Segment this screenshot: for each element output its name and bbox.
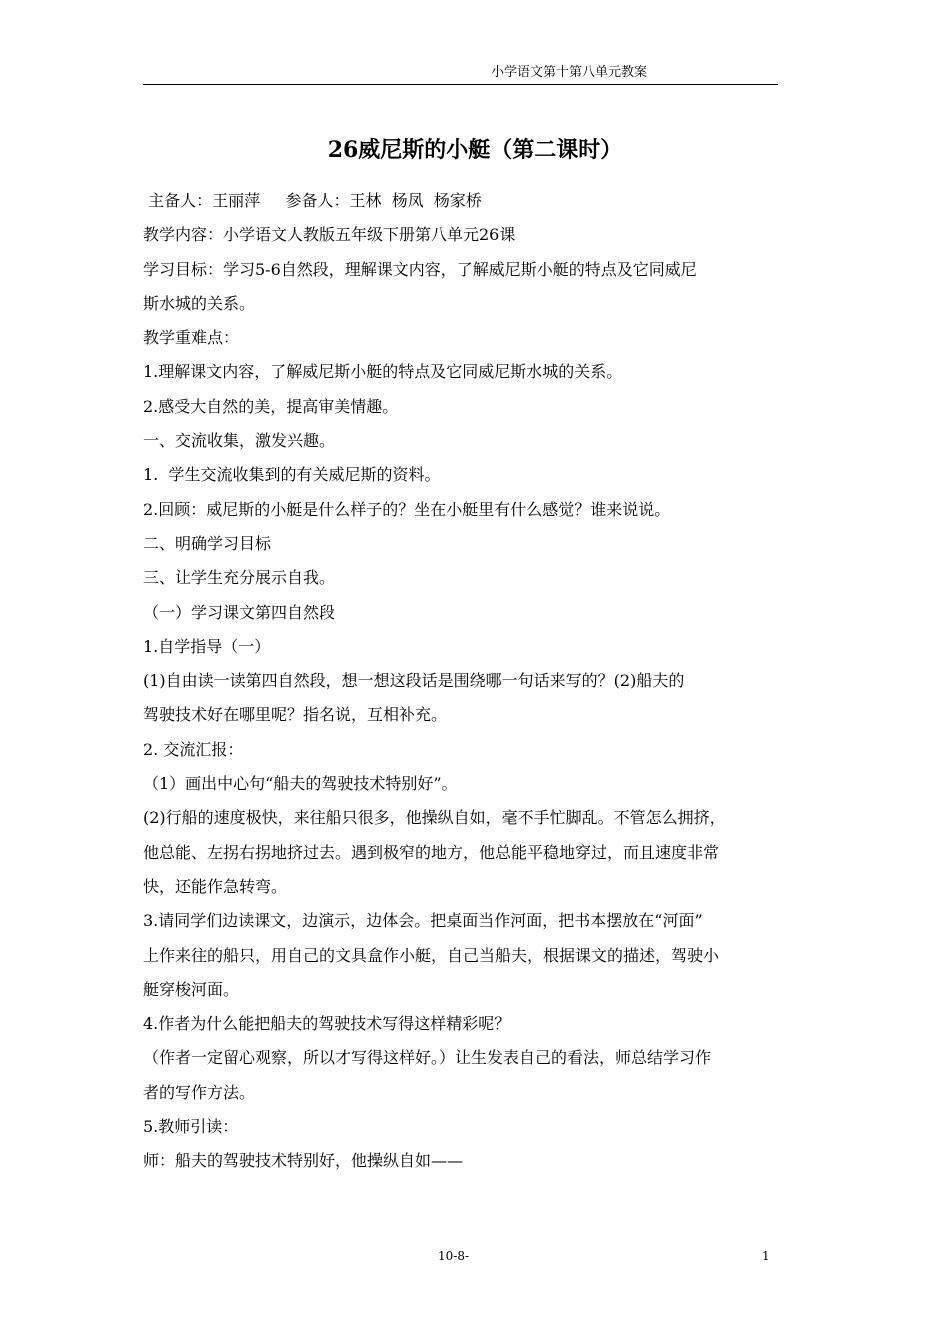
body-line: 驾驶技术好在哪里呢？指名说，互相补充。 [143, 705, 448, 725]
body-line: （一）学习课文第四自然段 [143, 602, 336, 622]
body-line: 4.作者为什么能把船夫的驾驶技术写得这样精彩呢？ [143, 1014, 511, 1034]
body-line: 1.理解课文内容，了解威尼斯小艇的特点及它同威尼斯水城的关系。 [143, 362, 623, 382]
body-line: 1.自学指导（一） [143, 636, 271, 656]
body-line: （作者一定留心观察，所以才写得这样好。）让生发表自己的看法，师总结学习作 [143, 1048, 712, 1068]
page-header [143, 64, 778, 85]
body-line: 1. 学生交流收集到的有关威尼斯的资料。 [143, 465, 441, 485]
body-line: 三、让学生充分展示自我。 [143, 568, 336, 588]
document-body [143, 184, 811, 1179]
body-line: 艇穿梭河面。 [143, 979, 240, 999]
page-number: 1 [762, 1249, 770, 1263]
body-line: (1)自由读一读第四自然段，想一想这段话是围绕哪一句话来写的？(2)船夫的 [143, 671, 685, 691]
body-line: (2)行船的速度极快，来往船只很多，他操纵自如，毫不手忙脚乱。不管怎么拥挤， [143, 808, 726, 828]
body-line: 主备人：王丽萍 参备人：王林 杨凤 杨家桥 [143, 191, 482, 210]
body-line: 2.回顾：威尼斯的小艇是什么样子的？坐在小艇里有什么感觉？谁来说说。 [143, 499, 671, 519]
footer-date: 10-8- [438, 1249, 470, 1263]
body-line: （1）画出中心句“船夫的驾驶技术特别好”。 [143, 774, 458, 794]
body-line: 二、明确学习目标 [143, 533, 272, 553]
body-line: 快，还能作急转弯。 [143, 876, 288, 896]
document-title: 26威尼斯的小艇（第二课时） [327, 137, 623, 163]
body-line: 2.感受大自然的美，提高审美情趣。 [143, 396, 399, 416]
body-line: 他总能、左拐右拐地挤过去。遇到极窄的地方，他总能平稳地穿过，而且速度非常 [143, 842, 720, 862]
body-line: 师：船夫的驾驶技术特别好，他操纵自如—— [143, 1151, 464, 1171]
body-line: 斯水城的关系。 [143, 293, 256, 313]
body-line: 5.教师引读： [143, 1117, 239, 1137]
body-line: 2. 交流汇报： [143, 739, 244, 759]
header-text: 小学语文第十第八单元教案 [491, 65, 648, 80]
body-line: 教学重难点： [143, 328, 240, 348]
body-line: 教学内容：小学语文人教版五年级下册第八单元26课 [143, 225, 516, 245]
body-line: 者的写作方法。 [143, 1082, 256, 1102]
body-line: 上作来往的船只，用自己的文具盒作小艇，自己当船夫，根据课文的描述，驾驶小 [143, 945, 720, 965]
body-line: 3.请同学们边读课文，边演示，边体会。把桌面当作河面，把书本摆放在“河面” [143, 911, 703, 931]
body-line: 学习目标：学习5-6自然段，理解课文内容，了解威尼斯小艇的特点及它同威尼 [143, 259, 697, 279]
body-line: 一、交流收集，激发兴趣。 [143, 431, 336, 451]
